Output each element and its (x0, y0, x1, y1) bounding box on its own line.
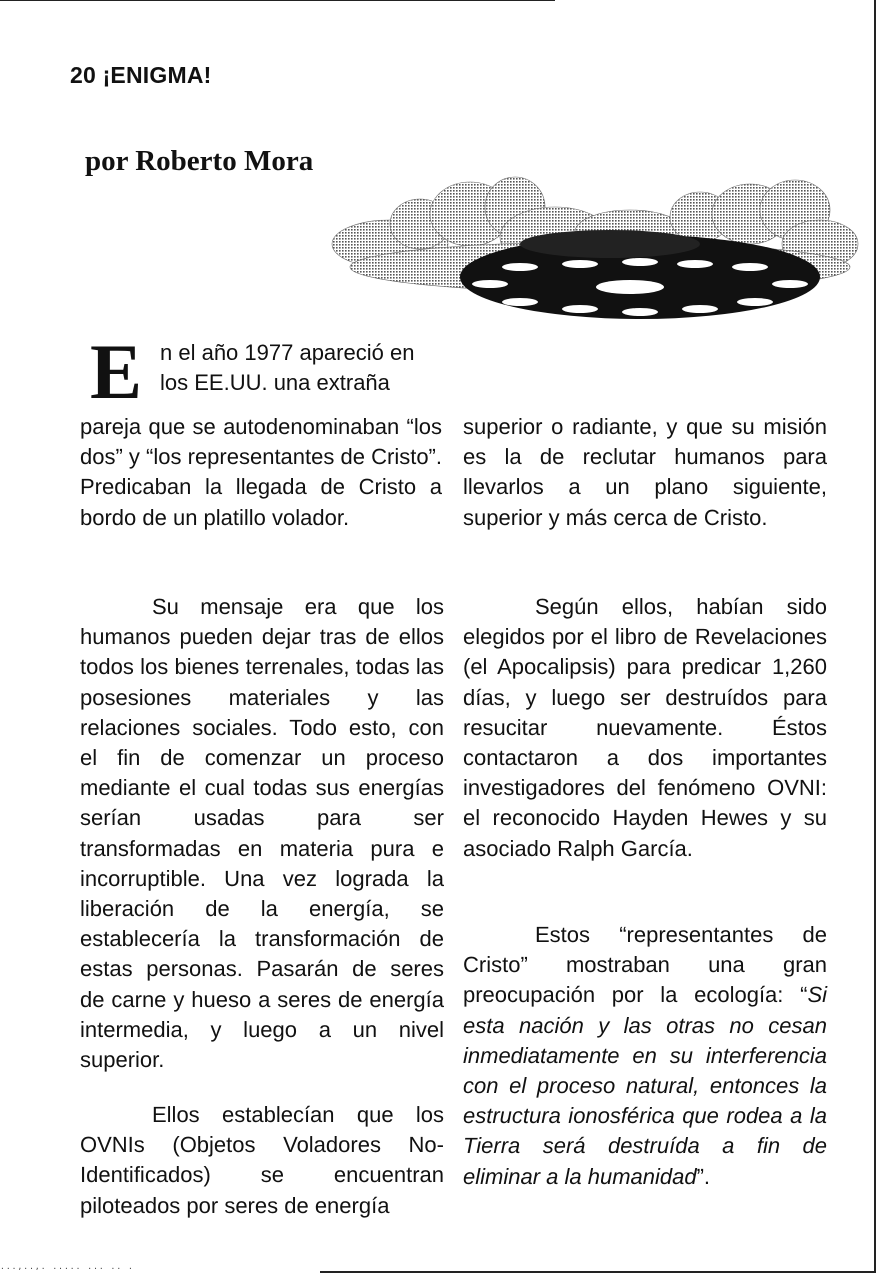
page-border-top (0, 0, 555, 1)
article-right-paragraph-2 (463, 592, 827, 864)
page-border-right (874, 0, 876, 1272)
paragraph-text: pareja que se autodenominaban “los dos” y “los representantes de Cristo”. Predicaban la llegada de Cristo a bordo de un platillo volador. (80, 414, 442, 530)
quote-text: Si esta nación y las otras no cesan inmediatamente en su interferencia con el proceso natural, entonces la estructura ionosférica que rodea a la Tierra será destruída a fin de eliminar a la humanidad (463, 982, 827, 1189)
page-header: 20 ¡ENIGMA! (70, 62, 212, 88)
scan-noise: ...,..,. ..... ... .. . (0, 1262, 134, 1271)
paragraph-text: Ellos establecían que los OVNIs (Objetos Voladores No-Identificados) se encuentran piloteados por seres de energía (80, 1102, 444, 1218)
paragraph-text: Su mensaje era que los humanos pueden dejar tras de ellos todos los bienes terrenales, todas las posesiones materiales y las relaciones sociales. Todo esto, con el fin de comenzar un proceso mediante el cual todas sus energías serían usadas para ser transformadas en materia pura e incorruptible. Una vez lograda la liberación de la energía, se establecería la transformación de estas personas. Pasarán de seres de carne y hueso a seres de energía intermedia, y luego a un nivel superior. (80, 594, 444, 1073)
article-left-paragraph-3 (80, 1100, 444, 1221)
article-right-paragraph-1 (463, 412, 827, 533)
article-left-paragraph-2 (80, 592, 444, 1075)
byline: por Roberto Mora (85, 145, 314, 177)
article-right-paragraph-3 (463, 920, 827, 1192)
intro-line-2: los EE.UU. una extraña (160, 370, 390, 396)
paragraph-end: ”. (696, 1163, 711, 1189)
intro-line-1: n el año 1977 apareció en (160, 340, 415, 365)
paragraph-text (463, 920, 827, 1192)
paragraph-text: superior o radiante, y que su misión es la de reclutar humanos para llevarlos a un plano siguiente, superior y más cerca de Cristo. (463, 414, 827, 530)
page-border-bottom (320, 1271, 876, 1273)
drop-cap: E (90, 328, 143, 415)
paragraph-lead: Estos “representantes de Cristo” mostraban una gran preocupación por la ecología: “ (463, 922, 827, 1008)
paragraph-text: Según ellos, habían sido elegidos por el libro de Revelaciones (el Apocalipsis) para predicar 1,260 días, y luego ser destruídos para resucitar nuevamente. Éstos contactaron a dos importantes investigadores del fenómeno OVNI: el reconocido Hayden Hewes y su asociado Ralph García. (463, 594, 827, 861)
ufo-saucer-clouds-illustration (330, 172, 860, 332)
article-left-paragraph-1 (80, 412, 442, 533)
article-intro (80, 328, 442, 415)
